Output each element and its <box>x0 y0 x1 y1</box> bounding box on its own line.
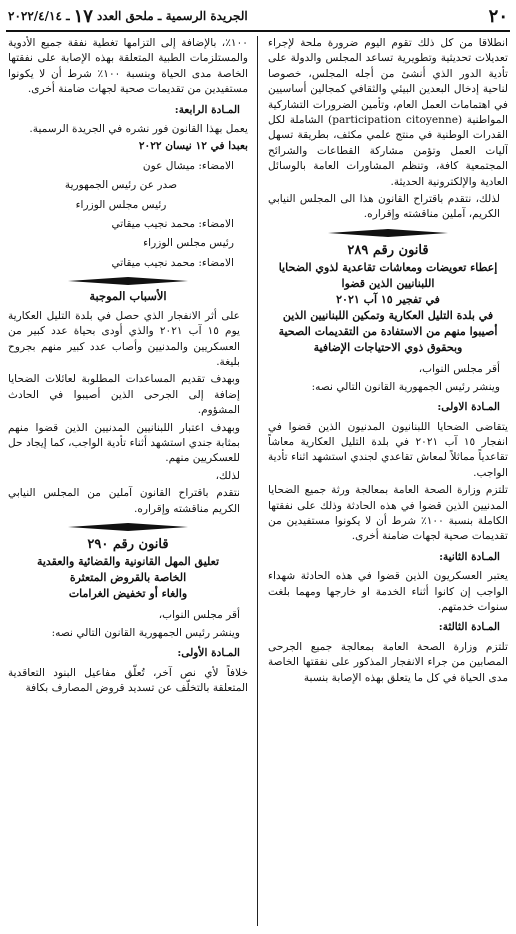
law-290-preamble-1: أقر مجلس النواب، <box>158 609 240 622</box>
law-290-preamble-2: وينشر رئيس الجمهورية القانون التالي نصه: <box>51 626 240 639</box>
president-signature: الامضاء: ميشال عون <box>142 159 234 172</box>
gazette-title <box>8 6 248 27</box>
reasons-text-4: لذلك، <box>215 469 240 482</box>
law-289-title-2: في تفجير ١٥ آب ٢٠٢١ <box>336 293 440 307</box>
header-rule <box>6 30 510 32</box>
prime-minister-signature-2: الامضاء: محمد نجيب ميقاتي <box>111 256 234 269</box>
issue-number: ١٧ <box>73 5 93 27</box>
page-number: ٢٠ <box>488 5 508 27</box>
reasons-text-5: نتقدم باقتراح القانون آملين من المجلس النيابي الكريم مناقشته وإقراره. <box>8 487 240 515</box>
signing-date: بعبدا في ١٢ نيسان ٢٠٢٢ <box>138 140 248 153</box>
law-289-heading: قانون رقم ٢٨٩ <box>347 242 429 258</box>
reasons-text-2: وبهدف تقديم المساعدات المطلوبة لعائلات الضحايا إضافة إلى الجرحى الذين أصيبوا في الحادث المشؤوم. <box>8 373 240 417</box>
preamble-1: أقر مجلس النواب، <box>418 363 500 376</box>
preamble-2: وينشر رئيس الجمهورية القانون التالي نصه: <box>311 380 500 393</box>
law-290-article-1-text: خلافاً لأي نص آخر، تُعلّق مفاعيل البنود التعاقدية المتعلقة بالتخلّف عن تسديد قروض المصارف بكافة <box>8 666 248 694</box>
issued-by: صدر عن رئيس الجمهورية <box>64 179 178 192</box>
law-289-title-1: إعطاء تعويضات ومعاشات تقاعدية لذوي الضحايا اللبنانيين الذين قضوا <box>278 261 498 291</box>
article-1-text-1: يتقاضى الضحايا اللبنانيون المدنيون الذين قضوا في انفجار ١٥ آب ٢٠٢١ في بلدة التليل العكارية معاشاً تقاعدياً مماثلاً لمعاش تقاعدي لجندي استشهد اثناء تأدية الواجب. <box>268 420 508 479</box>
intro-paragraph: انطلاقا من كل ذلك تقوم اليوم ضرورة ملحة لإجراء تعديلات تحديثية وتطويرية تساعد المجلس والدولة على تأدية الدور الذي أنشئ من أجله المجلس، خصوصا لناحية إدخال البعدين البيئي والثقافي كمجالين أساسيين في اهتمامات العمل العام، وتأمين الضرورات التشاركية المواطنية (participation citoyenne) الشاملة لكل القدرات الوطنية في منتج علمي مكثف، بطريقة تسهل آليات العمل وتؤمن مشاركة القطاعات والشرائح المجتمعية كافة، وتنظم المشاورات العامة بالوسائل العادية والإلكترونية الحديثة. <box>268 37 508 188</box>
article-1-title: المـادة الاولى: <box>437 401 500 414</box>
right-column <box>268 36 508 930</box>
gazette-name: الجريدة الرسمية ـ ملحق العدد <box>96 9 248 23</box>
reasons-text-3: وبهدف اعتبار اللبنانيين المدنيين الذين قضوا منهم بمثابة جندي استشهد أثناء تأدية الواجب، كما إيجاد حل للعسكريين منهم. <box>8 421 240 465</box>
column-divider <box>257 36 258 926</box>
page-header <box>8 3 508 29</box>
article-2-text: يعتبر العسكريون الذين قضوا في هذه الحادثة شهداء الواجب إن كانوا أثناء الخدمة او خارجها ومهما بلغت سنوات خدمتهم. <box>268 570 508 613</box>
issue-date: ـ ٢٠٢٢/٤/١٤ <box>8 9 70 23</box>
law-290-title-1: تعليق المهل القانونية والقضائية والعقدية <box>36 555 220 569</box>
continuation-paragraph: ١٠٠٪، بالإضافة إلى التزامها تغطية نفقة جميع الأدوية والمستلزمات الطبية المتعلقة بهذه الإصابة على نفقتها الخاصة مدى الحياة وبنسبة ١٠٠٪ شرط أن لا يكونوا مستفيدين من تقديمات صحية لجهات ضامنة أخرى. <box>8 37 248 96</box>
article-2-title: المـادة الثانية: <box>439 550 500 563</box>
article-4-title: المـادة الرابعة: <box>174 103 240 116</box>
law-290-heading: قانون رقم ٢٩٠ <box>87 536 169 552</box>
reasons-title: الأسباب الموجبة <box>89 289 167 304</box>
prime-minister-title-2: رئيس مجلس الوزراء <box>143 237 234 250</box>
law-289-title-3: في بلدة التليل العكارية وتمكين اللبنانيين الذين أصيبوا منهم من الاستفادة من التقديمات الصحية وبحقوق ذوي الاحتياجات الإضافية <box>278 309 498 355</box>
article-4-text: يعمل بهذا القانون فور نشره في الجريدة الرسمية. <box>29 123 248 136</box>
reasons-text-1: على أثر الانفجار الذي حصل في بلدة التليل العكارية يوم ١٥ آب ٢٠٢١ والذي أودى بحياة عدد كبير من العسكريين والمدنيين وأصاب عدد كبير منهم بجروح بليغة. <box>8 309 241 368</box>
prime-minister-signature: الامضاء: محمد نجيب ميقاتي <box>111 218 234 231</box>
law-290-title-3: والغاء أو تخفيض الغرامات <box>68 587 188 601</box>
ornament-divider <box>68 277 188 285</box>
law-290-title-2: الخاصة بالقروض المتعثرة <box>69 571 187 585</box>
ornament-divider <box>328 229 448 237</box>
article-1-text-2: تلتزم وزارة الصحة العامة بمعالجة ورثة جميع الضحايا المدنيين الذين قضوا في هذه الحادثة وذلك على نفقتها الكاملة بنسبة ١٠٠٪ شرط أن لا يكونوا مستفيدين من تقديمات صحية لجهات ضامنة أخرى. <box>268 484 508 543</box>
ornament-divider <box>68 523 188 531</box>
closing-paragraph: لذلك، نتقدم باقتراح القانون هذا الى المجلس النيابي الكريم، آملين مناقشته وإقراره. <box>268 193 500 221</box>
article-3-text: تلتزم وزارة الصحة العامة بمعالجة جميع الجرحى المصابين من جراء الانفجار المذكور على نفقتها الخاصة مدى الحياة في كل ما يتعلق بهذه الإصابة بنسبة <box>268 640 508 684</box>
left-column <box>8 36 248 930</box>
law-290-article-1-title: المـادة الأولى: <box>177 647 240 660</box>
article-3-title: المـادة الثالثة: <box>438 621 500 634</box>
prime-minister-title: رئيس مجلس الوزراء <box>75 198 167 211</box>
